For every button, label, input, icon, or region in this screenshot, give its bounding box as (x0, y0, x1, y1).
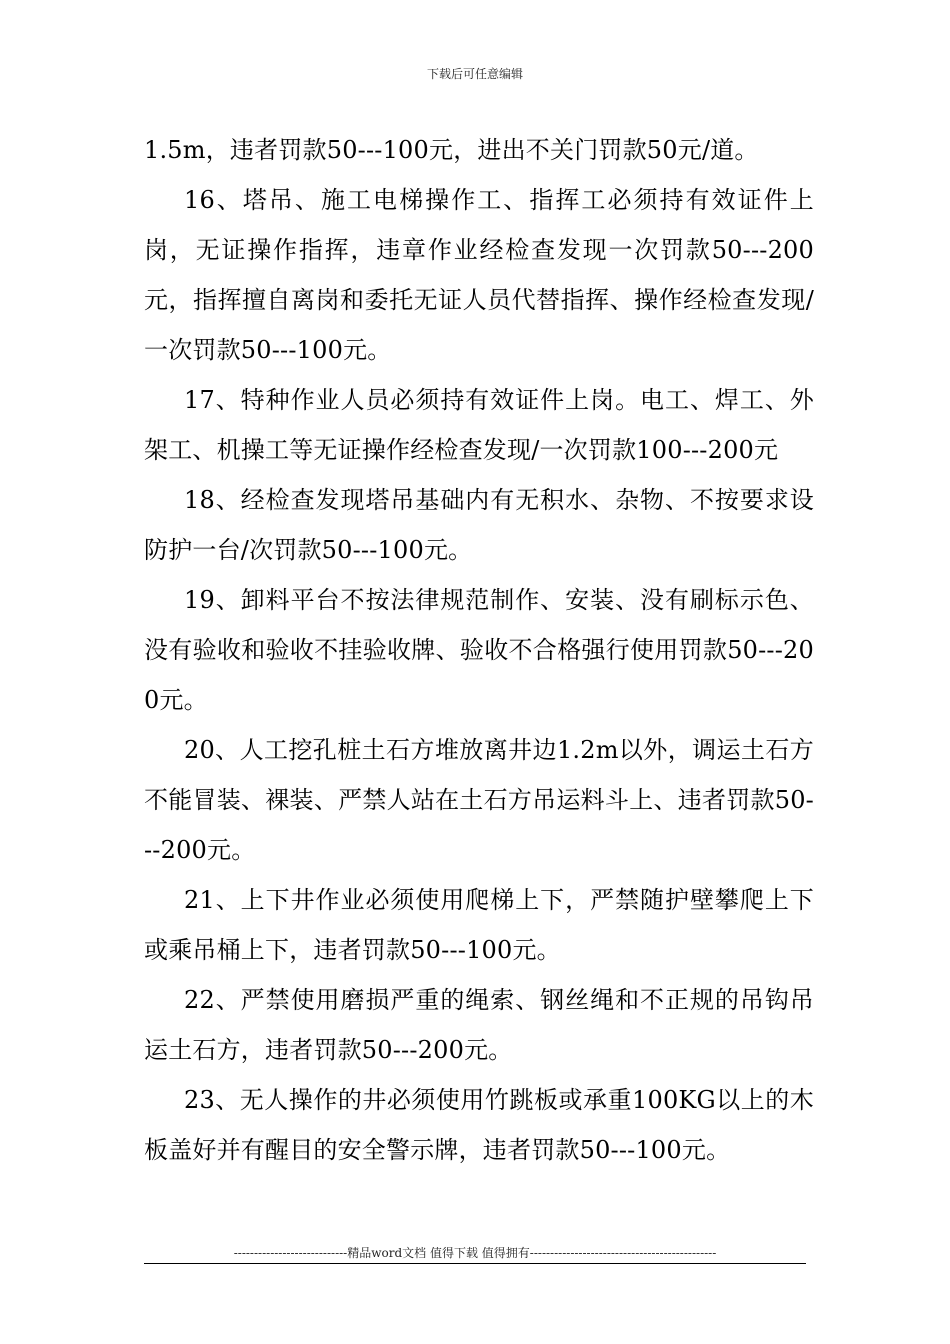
paragraph-item-19: 19、卸料平台不按法律规范制作、安装、没有刷标示色、没有验收和验收不挂验收牌、验收不合格强行使用罚款50---200元。 (144, 586, 814, 714)
paragraph-item-23: 23、无人操作的井必须使用竹跳板或承重100KG以上的木板盖好并有醒目的安全警示牌，违者罚款50---100元。 (144, 1086, 814, 1164)
paragraph-item-21: 21、上下井作业必须使用爬梯上下，严禁随护壁攀爬上下或乘吊桶上下，违者罚款50---100元。 (144, 886, 814, 964)
footer-divider (144, 1263, 806, 1264)
document-body (144, 125, 814, 1175)
paragraph-item-18: 18、经检查发现塔吊基础内有无积水、杂物、不按要求设防护一台/次罚款50---100元。 (144, 486, 814, 564)
paragraph-item-17: 17、特种作业人员必须持有效证件上岗。电工、焊工、外架工、机操工等无证操作经检查发现/一次罚款100---200元 (144, 386, 814, 464)
paragraph-item-22: 22、严禁使用磨损严重的绳索、钢丝绳和不正规的吊钩吊运土石方，违者罚款50---200元。 (144, 986, 814, 1064)
page-footer: ----------------------------精品word文档 值得下载 值得拥有---------------------------------------------- (233, 1246, 717, 1260)
paragraph-item-20: 20、人工挖孔桩土石方堆放离井边1.2m以外，调运土石方不能冒装、裸装、严禁人站在土石方吊运料斗上、违者罚款50---200元。 (144, 736, 814, 864)
page-header: 下载后可任意编辑 (426, 67, 523, 81)
paragraph-item-16: 16、塔吊、施工电梯操作工、指挥工必须持有效证件上岗，无证操作指挥，违章作业经检查发现一次罚款50---200元，指挥擅自离岗和委托无证人员代替指挥、操作经检查发现/一次罚款50---100元。 (144, 186, 814, 364)
paragraph-continuation: 1.5m，违者罚款50---100元，进出不关门罚款50元/道。 (144, 136, 759, 164)
